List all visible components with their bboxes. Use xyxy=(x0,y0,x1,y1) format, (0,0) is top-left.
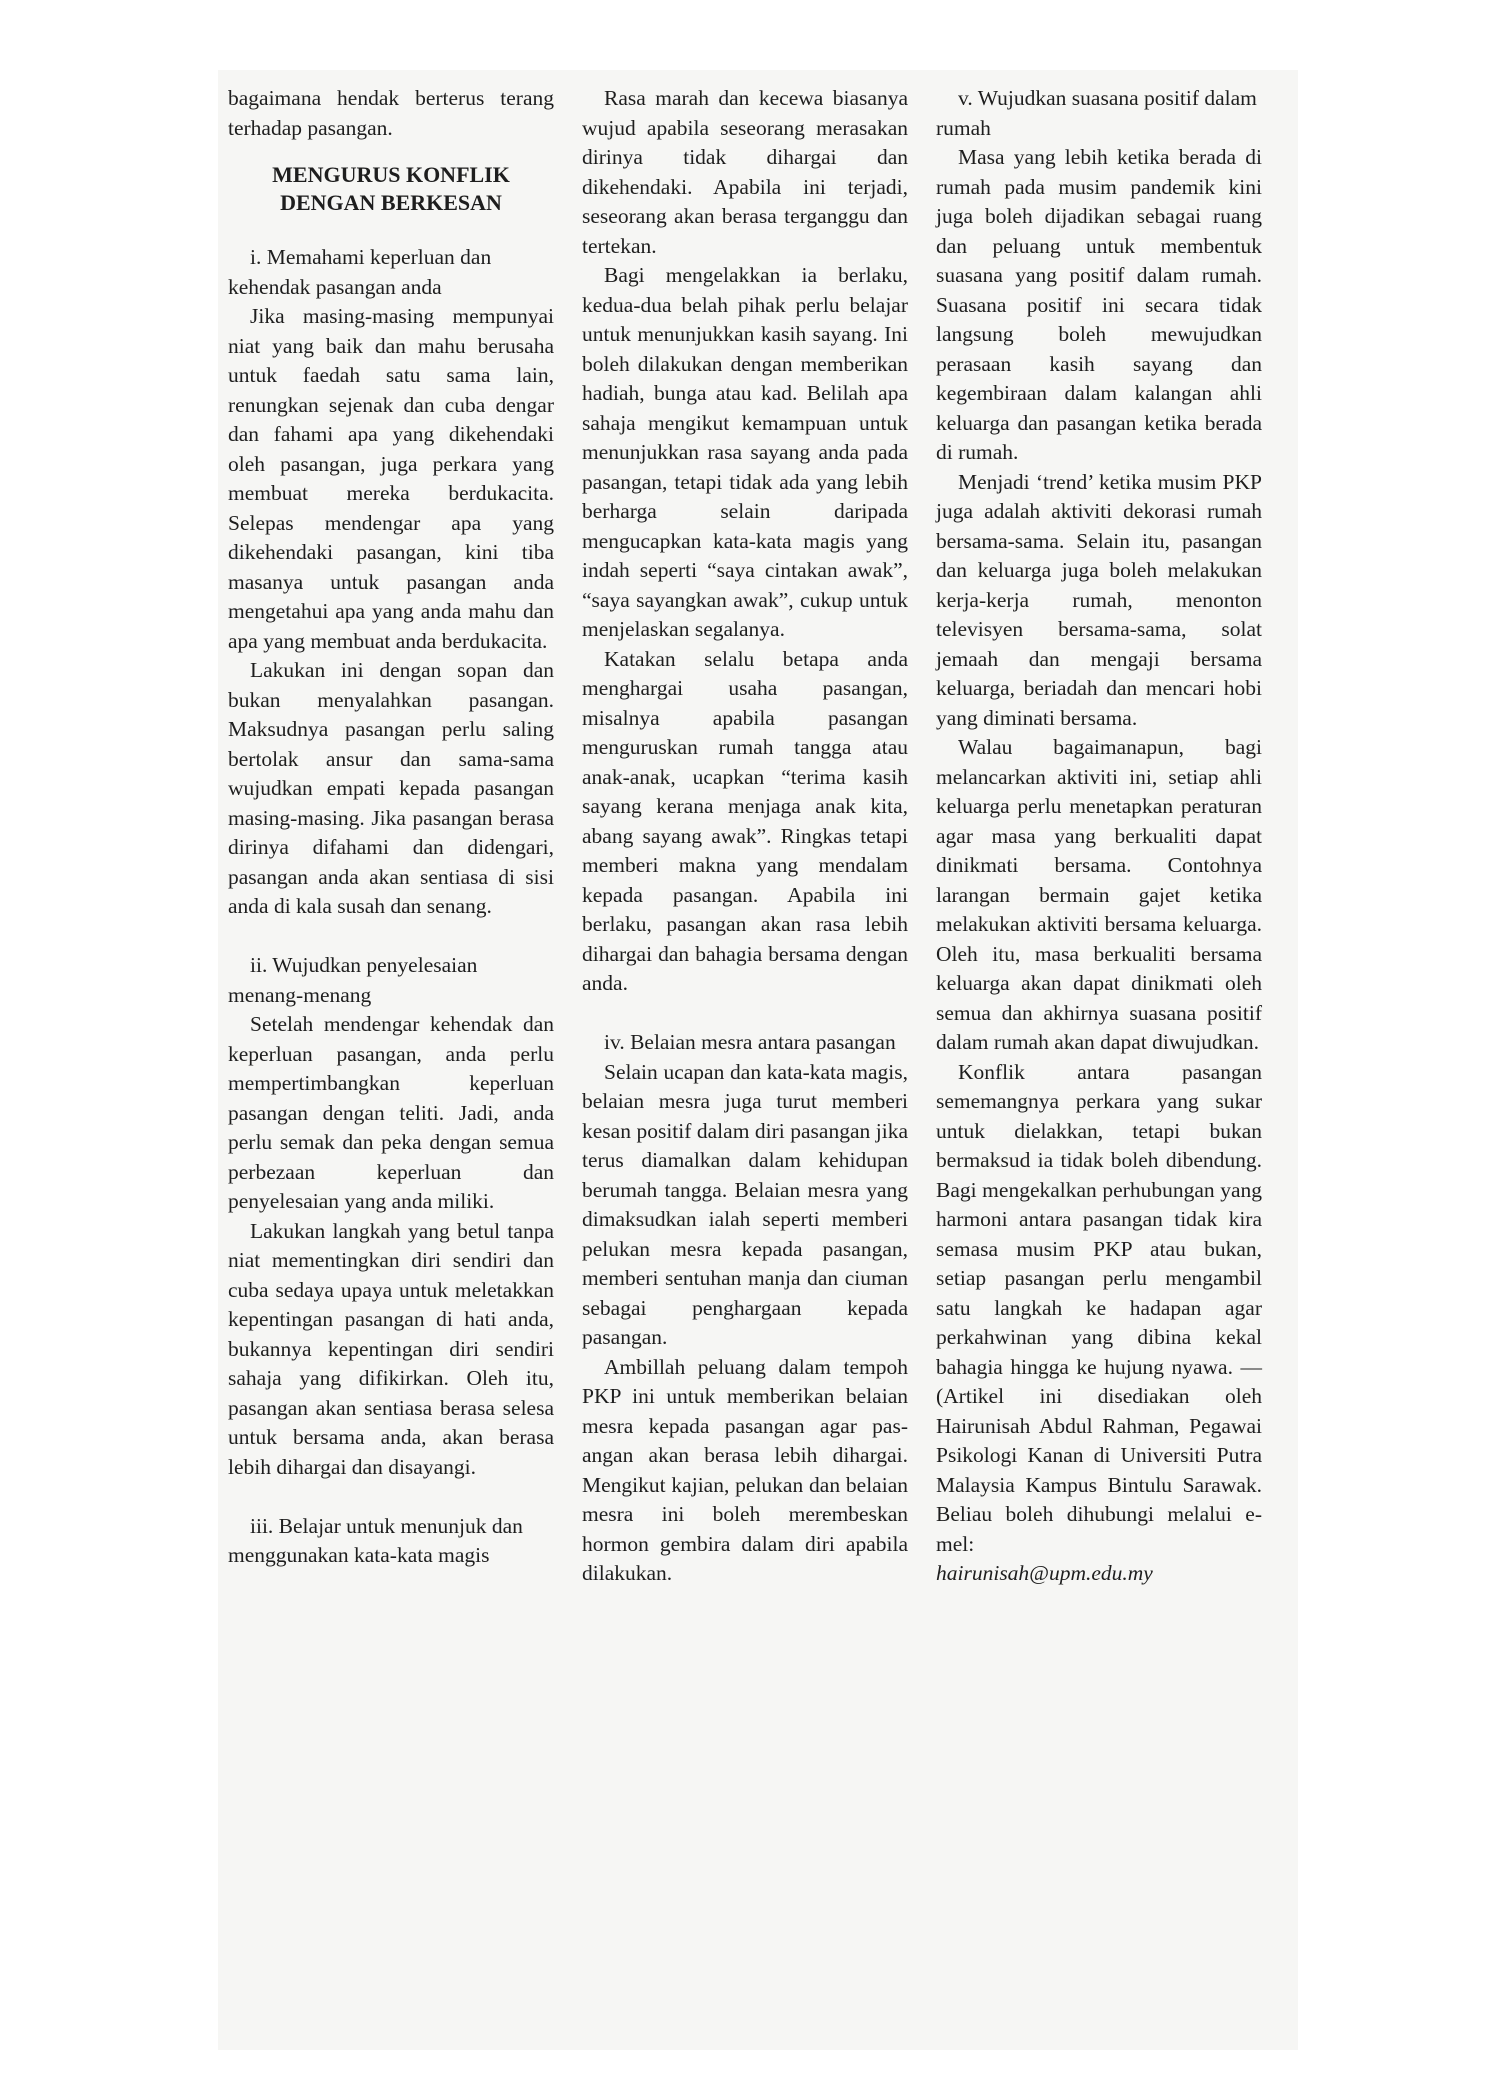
paragraph: Menjadi ‘trend’ ketika musim PKP juga adalah aktiviti dekorasi rumah bersama-sama. Selain itu, pasangan dan keluarga juga boleh melakukan kerja-kerja rumah, menonton televisyen bersama-sama, solat jemaah dan mengaji bersama keluarga, beriadah dan mencari hobi yang diminati bersama. xyxy=(936,469,1262,730)
subheading-3: iii. Belajar untuk menunjuk dan menggunakan kata-kata magis xyxy=(228,1513,523,1567)
column-1 xyxy=(228,84,554,1571)
paragraph: Masa yang lebih ketika berada di rumah pada musim pandemik kini juga boleh dijadikan sebagai ruang dan peluang untuk membentuk suasana yang positif dalam rumah. Suasana positif ini secara tidak langsung boleh mewujudkan perasaan kasih sayang dan kegembiraan dalam kalangan ahli keluarga dan pasangan ketika berada di rumah. xyxy=(936,145,1262,464)
paragraph: Setelah mendengar kehendak dan keperluan pasangan, anda perlu mempertimbangkan keperluan pasangan dengan teliti. Jadi, anda perlu semak dan peka dengan semua perbezaan keperluan dan penyelesaian yang anda miliki. xyxy=(228,1012,554,1213)
subheading-4: iv. Belaian mesra antara pasangan xyxy=(604,1030,896,1054)
column-3 xyxy=(936,84,1262,1589)
paragraph: Bagi mengelakkan ia berlaku, kedua-dua belah pihak perlu belajar untuk menunjukkan kasih sayang. Ini boleh dilakukan dengan memberikan hadiah, bunga atau kad. Belilah apa sahaja mengikut kemampuan untuk menunjukkan rasa sayang anda pada pasangan, tetapi tidak ada yang lebih berharga selain daripada mengucapkan kata-kata magis yang indah seperti “saya cintakan awak”, “saya sayangkan awak”, cukup untuk menjelaskan segalanya. xyxy=(582,263,908,641)
paragraph: Konflik antara pasangan sememangnya perkara yang sukar untuk dielakkan, tetapi bukan bermaksud ia tidak boleh dibendung. Bagi mengekalkan perhubungan yang harmoni antara pasangan tidak kira semasa musim PKP atau bukan, setiap pasangan perlu mengambil satu langkah ke hadapan agar perkahwinan yang dibina kekal bahagia hingga ke hujung nyawa. — (Artikel ini disediakan oleh Hairunisah Abdul Rahman, Pegawai Psikologi Kanan di Universiti Putra Malaysia Kampus Bintulu Sarawak. Beliau boleh dihubungi melalui e-mel: xyxy=(936,1059,1262,1556)
column-2 xyxy=(582,84,908,1589)
paragraph: Selain ucapan dan kata-kata magis, belaian mesra juga turut memberi kesan positif dalam diri pasangan jika terus diamalkan dalam kehidupan berumah tangga. Belaian mesra yang dimaksudkan ialah seperti memberi pelukan mesra kepada pasangan, memberi sentuhan manja dan ciuman sebagai penghargaan kepada pasangan. xyxy=(582,1059,908,1349)
author-email: hairunisah@upm.edu.my xyxy=(936,1561,1153,1585)
paragraph: Jika masing-masing mempunyai niat yang baik dan mahu berusaha untuk faedah satu sama lain, renungkan sejenak dan cuba dengar dan fahami apa yang dikehendaki oleh pasangan, juga perkara yang membuat mereka berdukacita. Selepas mendengar apa yang dikehendaki pasangan, kini tiba masanya untuk pasangan anda mengetahui apa yang anda mahu dan apa yang membuat anda berdukacita. xyxy=(228,304,554,653)
subheading-1: i. Memahami keperluan dan kehendak pasangan anda xyxy=(228,245,492,299)
paragraph: Ambillah peluang dalam tempoh PKP ini untuk memberikan belaian mesra kepada pasangan agar pasangan akan berasa lebih dihargai. Mengikut kajian, pelukan dan belaian mesra ini boleh merembeskan hormon gembira dalam diri apabila dilakukan. xyxy=(582,1354,908,1585)
paragraph: Lakukan langkah yang betul tanpa niat mementingkan diri sendiri dan cuba sedaya upaya untuk meletakkan kepentingan pasangan di hati anda, bukannya kepentingan diri sendiri sahaja yang difikirkan. Oleh itu, pasangan akan sentiasa berasa selesa untuk bersama anda, akan berasa lebih dihargai dan disayangi. xyxy=(228,1218,554,1479)
newspaper-page xyxy=(218,70,1298,2050)
lead-paragraph: bagaimana hendak berterus terang terhadap pasangan. xyxy=(228,86,554,140)
section-heading: MENGURUS KONFLIK DENGAN BERKESAN xyxy=(272,162,510,215)
paragraph: Lakukan ini dengan sopan dan bukan menyalahkan pasangan. Maksudnya pasangan perlu saling bertolak ansur dan sama-sama wujudkan empati kepada pasangan masing-masing. Jika pasangan berasa dirinya difahami dan didengari, pasangan anda akan sentiasa di sisi anda di kala susah dan senang. xyxy=(228,658,554,918)
subheading-2: ii. Wujudkan penyelesaian menang-menang xyxy=(228,953,478,1007)
paragraph: Katakan selalu betapa anda menghargai usaha pasangan, misalnya apabila pasangan menguruskan rumah tangga atau anak-anak, ucapkan “terima kasih sayang kerana menjaga anak kita, abang sayang awak”. Ringkas tetapi memberi makna yang mendalam kepada pasangan. Apabila ini berlaku, pasangan akan rasa lebih dihargai dan bahagia bersama dengan anda. xyxy=(582,646,908,995)
subheading-5: v. Wujudkan suasana positif dalam rumah xyxy=(936,86,1257,140)
paragraph: Rasa marah dan kecewa biasanya wujud apabila seseorang merasakan dirinya tidak dihargai dan dikehendaki. Apabila ini terjadi, seseorang akan berasa terganggu dan tertekan. xyxy=(582,86,908,258)
paragraph: Walau bagaimanapun, bagi melancarkan aktiviti ini, setiap ahli keluarga perlu menetapkan peraturan agar masa yang berkualiti dapat dinikmati bersama. Contohnya larangan bermain gajet ketika melakukan aktiviti bersama keluarga. Oleh itu, masa berkualiti bersama keluarga akan dapat dinikmati oleh semua dan akhirnya suasana positif dalam rumah akan dapat diwujudkan. xyxy=(936,735,1262,1054)
